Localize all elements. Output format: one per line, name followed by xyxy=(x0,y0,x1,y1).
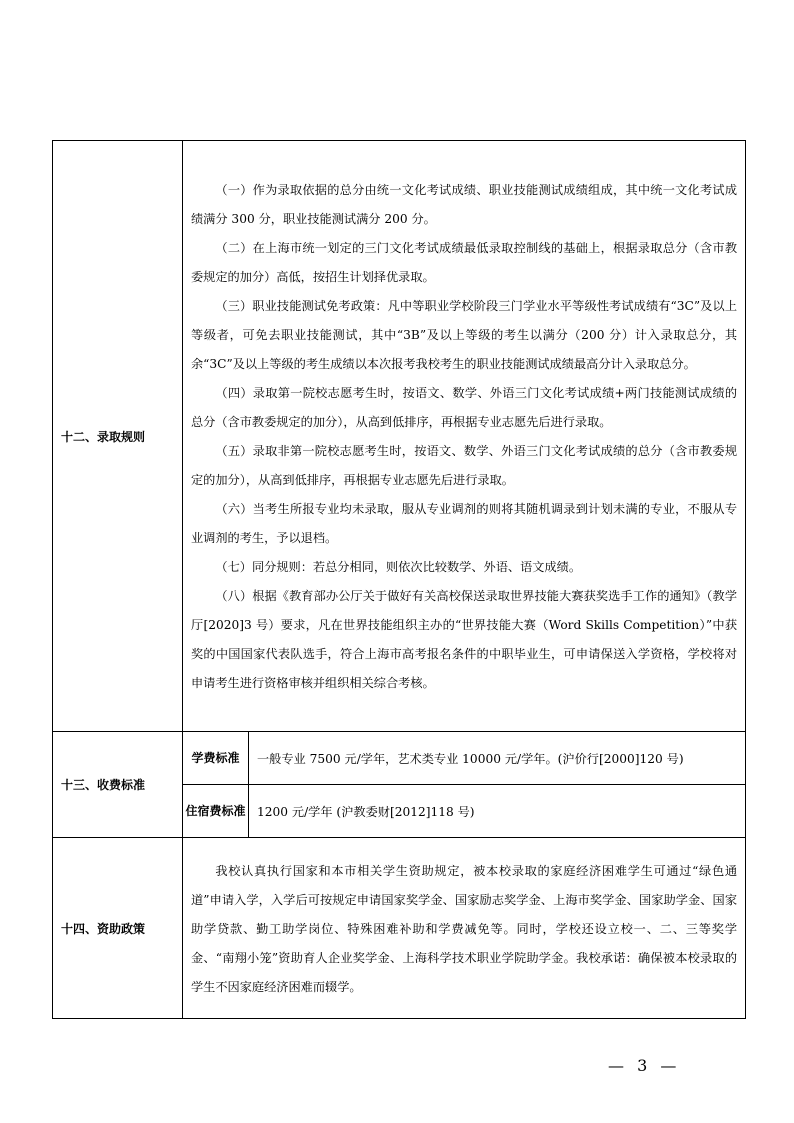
section-13-row-tuition xyxy=(53,732,746,785)
housing-fee-text: 1200 元/学年 (沪教委财[2012]118 号) xyxy=(249,785,746,838)
section-13-label: 十三、收费标准 xyxy=(53,732,183,838)
rule-paragraph: （七）同分规则：若总分相同，则依次比较数学、外语、语文成绩。 xyxy=(215,560,582,574)
section-14-label: 十四、资助政策 xyxy=(53,838,183,1019)
rule-paragraph: （六）当考生所报专业均未录取，服从专业调剂的则将其随机调录到计划未满的专业，不服从专业调剂的考生，予以退档。 xyxy=(191,502,738,545)
admission-table xyxy=(52,140,746,1019)
rule-paragraph: （八）根据《教育部办公厅关于做好有关高校保送录取世界技能大赛获奖选手工作的通知》（教学厅[2020]3 号）要求，凡在世界技能组织主办的“世界技能大赛（Word Skills Competition）”中获奖的中国国家代表队选手，符合上海市高考报名条件的中职毕业生，可申请保送入学资格，学校将对申请考生进行资格审核并组织相关综合考核。 xyxy=(191,589,738,690)
rule-paragraph: （一）作为录取依据的总分由统一文化考试成绩、职业技能测试成绩组成，其中统一文化考试成绩满分 300 分，职业技能测试满分 200 分。 xyxy=(191,183,738,226)
tuition-label: 学费标准 xyxy=(183,732,249,785)
aid-paragraph: 我校认真执行国家和本市相关学生资助规定，被本校录取的家庭经济困难学生可通过“绿色通道”申请入学，入学后可按规定申请国家奖学金、国家励志奖学金、上海市奖学金、国家助学金、国家助学贷款、勤工助学岗位、特殊困难补助和学费减免等。同时，学校还设立校一、二、三等奖学金、“南翔小笼”资助育人企业奖学金、上海科学技术职业学院助学金。我校承诺：确保被本校录取的学生不因家庭经济困难而辍学。 xyxy=(191,863,738,994)
page-number: — 3 — xyxy=(608,1056,681,1075)
rule-paragraph: （五）录取非第一院校志愿考生时，按语文、数学、外语三门文化考试成绩的总分（含市教委规定的加分），从高到低排序，再根据专业志愿先后进行录取。 xyxy=(191,444,738,487)
rule-paragraph: （三）职业技能测试免考政策：凡中等职业学校阶段三门学业水平等级性考试成绩有“3C”及以上等级者，可免去职业技能测试，其中“3B”及以上等级的考生以满分（200 分）计入录取总分，其余“3C”及以上等级的考生成绩以本次报考我校考生的职业技能测试成绩最高分计入录取总分。 xyxy=(191,299,738,371)
section-14-row xyxy=(53,838,746,1019)
rule-paragraph: （四）录取第一院校志愿考生时，按语文、数学、外语三门文化考试成绩+两门技能测试成绩的总分（含市教委规定的加分），从高到低排序，再根据专业志愿先后进行录取。 xyxy=(191,386,738,429)
section-12-label: 十二、录取规则 xyxy=(53,141,183,732)
section-12-row xyxy=(53,141,746,732)
rule-paragraph: （二）在上海市统一划定的三门文化考试成绩最低录取控制线的基础上，根据录取总分（含市教委规定的加分）高低，按招生计划择优录取。 xyxy=(191,241,738,284)
section-12-content xyxy=(183,141,746,732)
section-14-content xyxy=(183,838,746,1019)
tuition-text: 一般专业 7500 元/学年，艺术类专业 10000 元/学年。(沪价行[2000]120 号) xyxy=(249,732,746,785)
housing-fee-label: 住宿费标准 xyxy=(183,785,249,838)
